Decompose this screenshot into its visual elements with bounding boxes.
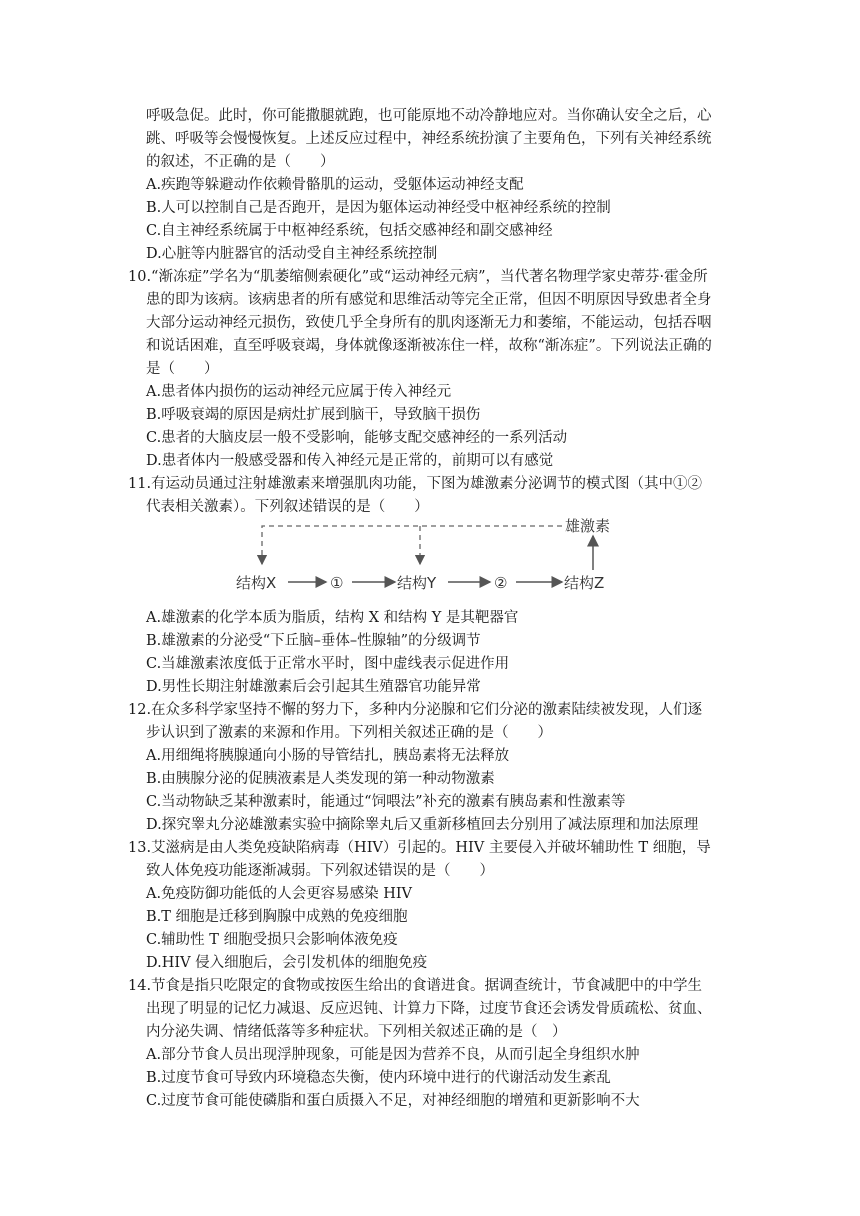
q13-option-c: C.辅助性 T 细胞受损只会影响体液免疫 [146, 932, 398, 948]
q9-option-a: A.疾跑等躲避动作依赖骨骼肌的运动，受躯体运动神经支配 [146, 177, 524, 193]
q12-option-d: D.探究睾丸分泌雄激素实验中摘除睾丸后又重新移植回去分别用了减法原理和加法原理 [146, 817, 699, 833]
q13-option-a: A.免疫防御功能低的人会更容易感染 HIV [146, 886, 413, 902]
feedback-dashed-line [262, 526, 562, 564]
q10-stem-line: 是（ ） [146, 361, 219, 377]
q14-stem-line: 出现了明显的记忆力减退、反应迟钝、计算力下降，过度节食还会诱发骨质疏松、贫血、 [146, 1001, 712, 1017]
q12-option-b: B.由胰腺分泌的促胰液素是人类发现的第一种动物激素 [146, 771, 495, 787]
q14-stem-line: 14.节食是指只吃限定的食物或按医生给出的食谱进食。据调查统计，节食减肥中的中学生 [128, 978, 703, 994]
q11-stem-line: 代表相关激素）。下列叙述错误的是（ ） [146, 499, 429, 515]
q12-stem-line: 步认识到了激素的来源和作用。下列相关叙述正确的是（ ） [146, 725, 552, 741]
q10-stem-line: 和说话困难，直至呼吸衰竭，身体就像逐渐被冻住一样，故称“渐冻症”。下列说法正确的 [146, 338, 712, 354]
structure-y-label: 结构Y [397, 574, 437, 592]
q9-option-c: C.自主神经系统属于中枢神经系统，包括交感神经和副交感神经 [146, 223, 553, 239]
q10-stem-line: 大部分运动神经元损伤，致使几乎全身所有的肌肉逐渐无力和萎缩，不能运动，包括吞咽 [146, 315, 712, 331]
q14-option-b: B.过度节食可导致内环境稳态失衡，使内环境中进行的代谢活动发生紊乱 [146, 1070, 611, 1086]
q10-stem-line: 10.“渐冻症”学名为“肌萎缩侧索硬化”或“运动神经元病”，当代著名物理学家史蒂芬·霍金所 [128, 269, 708, 285]
q10-option-a: A.患者体内损伤的运动神经元应属于传入神经元 [146, 384, 452, 400]
androgen-label: 雄激素 [565, 517, 611, 535]
androgen-regulation-diagram [232, 512, 628, 602]
q14-option-a: A.部分节食人员出现浮肿现象，可能是因为营养不良，从而引起全身组织水肿 [146, 1047, 640, 1063]
q10-option-c: C.患者的大脑皮层一般不受影响，能够支配交感神经的一系列活动 [146, 430, 568, 446]
q9-stem-line: 跳、呼吸等会慢慢恢复。上述反应过程中，神经系统扮演了主要角色，下列有关神经系统 [146, 131, 712, 147]
q10-option-b: B.呼吸衰竭的原因是病灶扩展到脑干，导致脑干损伤 [146, 407, 481, 423]
q11-option-d: D.男性长期注射雄激素后会引起其生殖器官功能异常 [146, 679, 481, 695]
q11-option-b: B.雄激素的分泌受“下丘脑–垂体–性腺轴”的分级调节 [146, 633, 481, 649]
q11-option-a: A.雄激素的化学本质为脂质，结构 X 和结构 Y 是其靶器官 [146, 610, 519, 626]
q13-option-b: B.T 细胞是迁移到胸腺中成熟的免疫细胞 [146, 909, 408, 925]
q11-option-c: C.当雄激素浓度低于正常水平时，图中虚线表示促进作用 [146, 656, 510, 672]
hormone-1-label: ① [330, 574, 344, 592]
q14-option-c: C.过度节食可能使磷脂和蛋白质摄入不足，对神经细胞的增殖和更新影响不大 [146, 1093, 640, 1109]
q9-option-b: B.人可以控制自己是否跑开，是因为躯体运动神经受中枢神经系统的控制 [146, 200, 611, 216]
q9-stem-line: 的叙述，不正确的是（ ） [146, 154, 335, 170]
hormone-2-label: ② [494, 574, 508, 592]
structure-z-label: 结构Z [564, 574, 605, 592]
q13-stem-line: 致人体免疫功能逐渐减弱。下列叙述错误的是（ ） [146, 863, 494, 879]
q10-option-d: D.患者体内一般感受器和传入神经元是正常的，前期可以有感觉 [146, 453, 554, 469]
q12-option-c: C.当动物缺乏某种激素时，能通过“饲喂法”补充的激素有胰岛素和性激素等 [146, 794, 626, 810]
q10-stem-line: 患的即为该病。该病患者的所有感觉和思维活动等完全正常，但因不明原因导致患者全身 [146, 292, 712, 308]
q9-option-d: D.心脏等内脏器官的活动受自主神经系统控制 [146, 246, 438, 262]
q13-option-d: D.HIV 侵入细胞后，会引发机体的细胞免疫 [146, 955, 428, 971]
q12-stem-line: 12.在众多科学家坚持不懈的努力下，多种内分泌腺和它们分泌的激素陆续被发现，人们逐 [128, 702, 703, 718]
q13-stem-line: 13.艾滋病是由人类免疫缺陷病毒（HIV）引起的。HIV 主要侵入并破坏辅助性 T 细胞，导 [128, 840, 711, 856]
structure-x-label: 结构X [236, 574, 277, 592]
q11-stem-line: 11.有运动员通过注射雄激素来增强肌肉功能，下图为雄激素分泌调节的模式图（其中①② [128, 476, 703, 492]
q12-option-a: A.用细绳将胰腺通向小肠的导管结扎，胰岛素将无法释放 [146, 748, 510, 764]
q9-stem-line: 呼吸急促。此时，你可能撒腿就跑，也可能原地不动冷静地应对。当你确认安全之后，心 [146, 108, 712, 124]
q14-stem-line: 内分泌失调、情绪低落等多种症状。下列相关叙述正确的是（ ） [146, 1024, 567, 1040]
